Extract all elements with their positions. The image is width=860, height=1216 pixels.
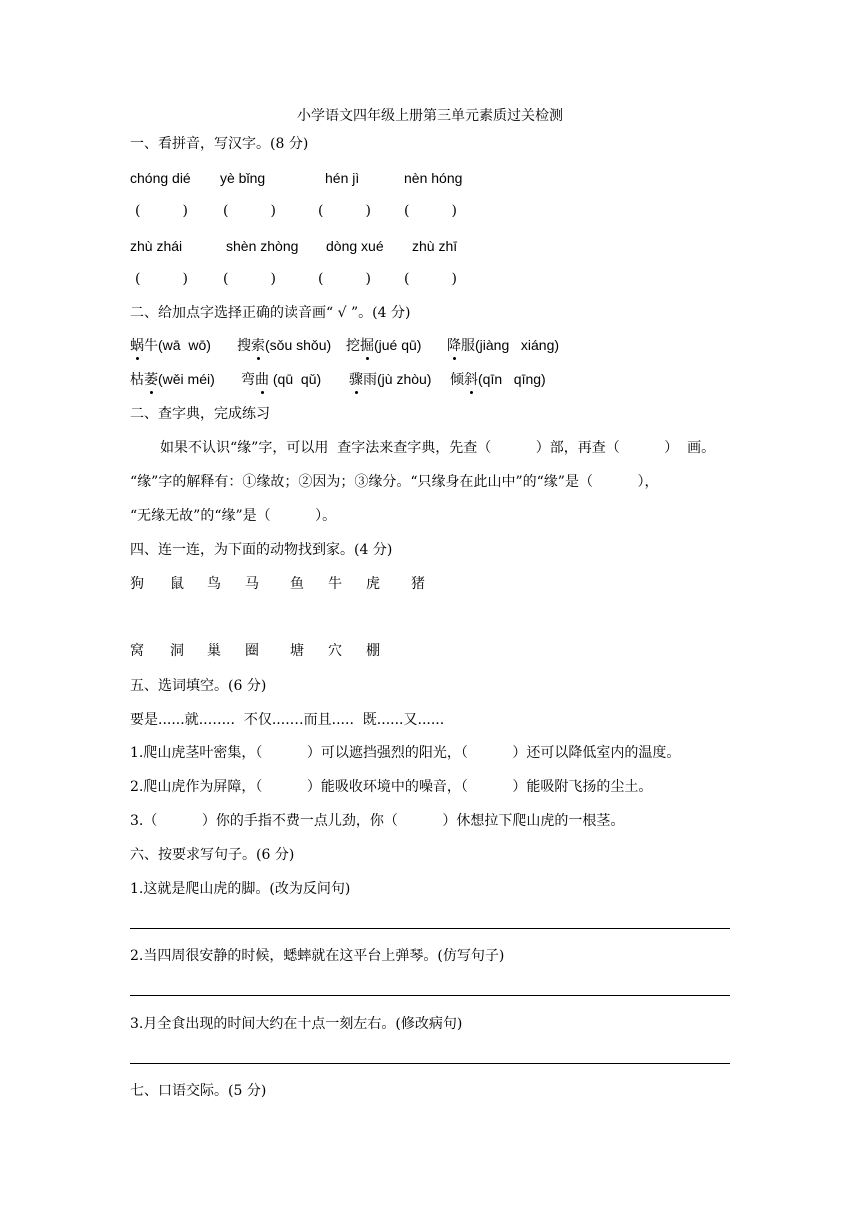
sentence-question-2: 2.当四周很安静的时候，蟋蟀就在这平台上弹琴。(仿写句子) [130, 948, 505, 964]
sentence-question-3: 3.月全食出现的时间大约在十点一刻左右。(修改病句) [130, 1016, 463, 1032]
pronunciation-item: 弯曲 (qū qǔ) [241, 371, 322, 388]
animal-word: 狗 [130, 576, 144, 592]
pinyin-item: hén jì [325, 170, 360, 186]
answer-blank[interactable]: ( ) [223, 203, 276, 219]
pronunciation-item: 挖掘(jué qū) [346, 337, 422, 354]
pinyin-item: shèn zhòng [226, 238, 299, 254]
pronunciation-item: 倾斜(qīn qīng) [450, 371, 546, 388]
animal-word: 牛 [328, 576, 342, 592]
answer-line[interactable] [130, 928, 730, 929]
pronunciation-item: 枯萎(wěi méi) [130, 371, 215, 388]
dotted-character: 萎 [144, 372, 158, 388]
dotted-character: 掘 [360, 338, 374, 354]
word-options: 要是......就..…... 不仅....…而且..... 既......又...... [130, 712, 445, 728]
pinyin-item: yè bǐng [220, 170, 266, 186]
pronunciation-item: 搜索(sǒu shǒu) [237, 337, 332, 354]
fill-question-3: 3.（ ）你的手指不费一点儿劲，你（ ）休想拉下爬山虎的一根茎。 [130, 813, 625, 829]
home-word: 窝 [130, 643, 144, 659]
section-4-heading: 四、连一连，为下面的动物找到家。(4 分) [130, 542, 393, 558]
fill-question-2: 2.爬山虎作为屏障，（ ）能吸收环境中的噪音，（ ）能吸附飞扬的尘土。 [130, 779, 653, 795]
section-6-heading: 六、按要求写句子。(6 分) [130, 847, 295, 863]
dotted-character: 骤 [349, 372, 363, 388]
dictionary-question-line-2: “缘”字的解释有：①缘故；②因为；③缘分。“只缘身在此山中”的“缘”是（ ）， [130, 474, 659, 490]
answer-line[interactable] [130, 1063, 730, 1064]
dictionary-question-line-3: “无缘无故”的“缘”是（ ）。 [130, 508, 337, 524]
answer-line[interactable] [130, 995, 730, 996]
animal-word: 鼠 [170, 576, 184, 592]
animal-word: 虎 [366, 576, 380, 592]
answer-blank[interactable]: ( ) [223, 271, 276, 287]
pinyin-item: chóng dié [130, 170, 191, 186]
fill-question-1: 1.爬山虎茎叶密集，（ ）可以遮挡强烈的阳光，（ ）还可以降低室内的温度。 [130, 745, 681, 761]
answer-blank[interactable]: ( ) [135, 271, 188, 287]
pinyin-item: nèn hóng [404, 170, 463, 186]
dictionary-question-line-1: 如果不认识“缘”字，可以用 查字法来查字典，先查（ ）部，再查（ ） 画。 [160, 440, 716, 456]
dotted-character: 降 [447, 338, 461, 354]
answer-blank[interactable]: ( ) [404, 271, 457, 287]
section-1-heading: 一、看拼音，写汉字。(8 分) [130, 136, 309, 152]
dotted-character: 蜗 [130, 338, 144, 354]
section-7-heading: 七、口语交际。(5 分) [130, 1083, 267, 1099]
pinyin-item: zhù zhái [130, 238, 183, 254]
answer-blank[interactable]: ( ) [404, 203, 457, 219]
animal-word: 鱼 [290, 576, 304, 592]
answer-blank[interactable]: ( ) [135, 203, 188, 219]
home-word: 棚 [366, 643, 380, 659]
sentence-question-1: 1.这就是爬山虎的脚。(改为反问句) [130, 881, 351, 897]
pinyin-item: zhù zhī [412, 238, 458, 254]
animal-word: 猪 [411, 576, 425, 592]
home-word: 圈 [245, 643, 259, 659]
home-word: 塘 [290, 643, 304, 659]
dotted-character: 斜 [464, 372, 478, 388]
pinyin-item: dòng xué [326, 238, 384, 254]
dotted-character: 曲 [255, 372, 269, 388]
pronunciation-item: 降服(jiàng xiáng) [447, 337, 560, 354]
home-word: 穴 [328, 643, 342, 659]
section-2-heading: 二、给加点字选择正确的读音画“ √ ”。(4 分) [130, 305, 411, 321]
home-word: 洞 [170, 643, 184, 659]
animal-word: 鸟 [207, 576, 221, 592]
home-word: 巢 [207, 643, 221, 659]
answer-blank[interactable]: ( ) [318, 271, 371, 287]
answer-blank[interactable]: ( ) [318, 203, 371, 219]
page-title: 小学语文四年级上册第三单元素质过关检测 [297, 108, 563, 124]
animal-word: 马 [245, 576, 259, 592]
section-3-heading: 二、查字典，完成练习 [130, 406, 270, 422]
dotted-character: 索 [251, 338, 265, 354]
pronunciation-item: 骤雨(jù zhòu) [349, 371, 432, 388]
pronunciation-item: 蜗牛(wā wō) [130, 337, 211, 354]
section-5-heading: 五、选词填空。(6 分) [130, 678, 267, 694]
